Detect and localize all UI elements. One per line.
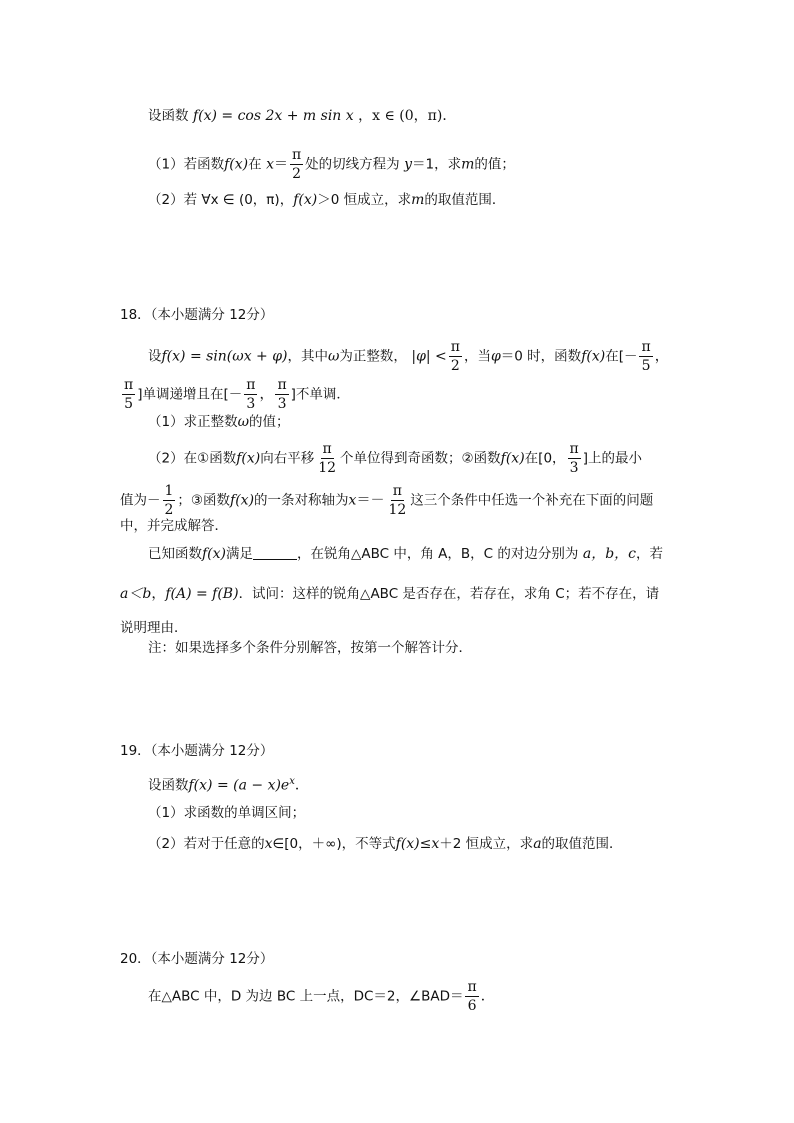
q17-p1-text-e: 的值；: [474, 156, 515, 173]
frac-denominator: 2: [292, 166, 302, 182]
q19-stem-text-a: 设函数: [148, 777, 189, 794]
q17-p1-frac: [290, 146, 303, 183]
q18-l4-x: x: [348, 492, 357, 509]
q17-stem-formula: f(x) = cos 2x + m sin x: [192, 108, 354, 124]
frac-denominator: 6: [467, 998, 477, 1014]
q18-note: 注：如果选择多个条件分别解答，按第一个解答计分．: [148, 640, 472, 656]
q17-part1: [148, 146, 515, 183]
frac-numerator: π: [322, 441, 332, 457]
q18-l6-text-b: 满足: [226, 546, 254, 562]
q18-l2-frac3: [275, 376, 288, 413]
q18-l4-text-a: 值为－: [120, 492, 161, 509]
q19-p2-a: a: [533, 836, 542, 852]
q20-header: 20．（本小题满分 12分）: [120, 951, 274, 967]
q18-part1: [148, 412, 290, 432]
frac-denominator: 12: [318, 460, 337, 476]
q18-line4: [120, 482, 653, 519]
q18-l6-text-d: ，若: [636, 546, 663, 562]
q18-l7-ab: a＜b: [120, 586, 152, 602]
frac-denominator: 3: [569, 460, 579, 476]
frac-numerator: π: [569, 441, 579, 457]
q19-p2-text-d: ＋2 恒成立，求: [439, 836, 534, 852]
q19-part1: （1）求函数的单调区间；: [148, 805, 306, 821]
q18-l1-text-a: 设: [148, 348, 162, 365]
frac-numerator: π: [641, 339, 651, 355]
q18-header: 18．（本小题满分 12分）: [120, 307, 274, 323]
q19-stem-formula: f(x) = (a − x)e: [188, 777, 290, 794]
q18-l2-frac2: [244, 376, 257, 413]
q17-p2-text-b: ＞0 恒成立，求: [317, 192, 412, 208]
q17-p2-text-a: （2）若 ∀x ∈ (0，π)，: [148, 192, 294, 208]
q19-p2-fx: f(x): [395, 836, 420, 852]
q18-l1-text-e: ＝0 时，函数: [500, 348, 582, 365]
q18-l1-text-f: 在[－: [605, 348, 638, 365]
q18-l1-text-b: ，其中: [287, 348, 328, 365]
q18-p1-text-b: 的值；: [249, 414, 290, 430]
q19-p2-text-a: （2）若对于任意的: [148, 836, 265, 852]
q18-l1-frac2: [639, 338, 652, 375]
q18-p2-fx2: f(x): [500, 450, 525, 467]
q18-p2-fx: f(x): [236, 450, 261, 467]
q18-l1-fx: f(x): [581, 348, 606, 365]
q18-l4-fx: f(x): [230, 492, 255, 509]
q17-p1-text-a: （1）若函数: [148, 156, 225, 173]
q18-l1-omega: ω: [327, 348, 340, 365]
q18-l6-abc: a，b，c: [582, 546, 636, 562]
q18-l6-fx: f(x): [202, 546, 227, 562]
q18-l2-text-b: ，: [259, 386, 274, 403]
q18-l6-text-c: ，在锐角△ABC 中，角 A，B，C 的对边分别为: [297, 546, 579, 562]
q18-p2-frac: [316, 440, 338, 477]
q18-l4-text-b: ；③函数: [177, 492, 231, 509]
q18-p1-omega: ω: [237, 414, 250, 430]
q18-line2: [120, 376, 350, 413]
q18-line5: 中，并完成解答．: [120, 518, 228, 534]
frac-denominator: 3: [277, 396, 287, 412]
q18-p2-frac2: [568, 440, 581, 477]
frac-denominator: 2: [450, 358, 460, 374]
q19-p2-text-e: 的取值范围．: [541, 836, 623, 852]
q18-p2-text-a: （2）在①函数: [148, 450, 237, 467]
q19-p2-text-b: ∈[0，＋∞)，不等式: [272, 836, 396, 852]
frac-numerator: 1: [164, 483, 174, 499]
q18-l1-text-c: 为正整数，: [339, 348, 407, 365]
q17-part2: [148, 190, 505, 210]
q18-l7-text-a: ，: [151, 586, 166, 602]
q18-l1-phi: φ: [490, 348, 501, 365]
q18-p1-text-a: （1）求正整数: [148, 414, 238, 430]
q18-l7-text-b: ．试问：这样的锐角△ABC 是否存在，若存在，求角 C；若不存在，请: [238, 586, 660, 602]
q18-l2-frac: [122, 376, 135, 413]
q18-l4-text-d: ＝－: [356, 492, 385, 509]
q17-p1-eq: ＝: [273, 156, 288, 173]
q17-p1-y: y: [404, 156, 413, 173]
q17-p2-text-c: 的取值范围．: [424, 192, 506, 208]
q19-p2-x: x: [264, 836, 273, 852]
q18-part2: [148, 440, 642, 477]
frac-numerator: π: [124, 377, 134, 393]
frac-denominator: 2: [164, 502, 174, 518]
q18-l1-abs: |φ| <: [411, 348, 447, 365]
frac-numerator: π: [277, 377, 287, 393]
frac-numerator: π: [450, 339, 460, 355]
q18-l4-frac: [163, 482, 176, 519]
q17-p2-m: m: [411, 192, 425, 208]
q19-stem: [148, 772, 309, 796]
q18-p2-text-d: 在[0，: [524, 450, 566, 467]
q17-p1-text-d: ＝1，求: [412, 156, 462, 173]
q18-l4-text-e: 这三个条件中任选一个补充在下面的问题: [410, 492, 654, 509]
q18-l1-formula: f(x) = sin(ωx + φ): [161, 348, 288, 365]
q18-line8: 说明理由．: [120, 620, 188, 636]
q18-line7: [120, 584, 659, 604]
q20-stem-frac: [465, 978, 478, 1015]
q20-stem-text-a: 在△ABC 中，D 为边 BC 上一点，DC＝2，∠BAD＝: [148, 988, 464, 1005]
q19-stem-text-b: ．: [294, 777, 309, 794]
frac-numerator: π: [246, 377, 256, 393]
q17-stem-domain: ，x ∈ (0，π)．: [358, 108, 457, 124]
q18-p2-text-e: ]上的最小: [582, 450, 643, 467]
q19-header: 19．（本小题满分 12分）: [120, 743, 274, 759]
q19-part2: [148, 834, 623, 854]
q18-l4-text-c: 的一条对称轴为: [254, 492, 349, 509]
frac-numerator: π: [467, 979, 477, 995]
q18-l6-text-a: 已知函数: [148, 546, 202, 562]
q18-l2-text-c: ]不单调．: [290, 386, 350, 403]
q17-stem-prefix: 设函数: [148, 108, 189, 124]
frac-denominator: 5: [124, 396, 134, 412]
q20-stem-text-b: ．: [480, 988, 495, 1005]
frac-denominator: 5: [641, 358, 651, 374]
q20-stem: [148, 978, 495, 1015]
q18-l4-frac2: [386, 482, 408, 519]
q18-p2-text-b: 向右平移: [260, 450, 315, 467]
q17-p1-m: m: [461, 156, 475, 173]
q18-line1: [148, 338, 669, 375]
frac-numerator: π: [291, 147, 302, 163]
q19-p2-text-c: ≤: [419, 836, 432, 852]
q19-p2-x2: x: [431, 836, 440, 852]
q17-p1-text-b: 在: [248, 156, 262, 173]
frac-denominator: 3: [246, 396, 256, 412]
q17-p1-x: x: [266, 156, 274, 173]
frac-numerator: π: [392, 483, 402, 499]
q19-stem-exponent: x: [289, 776, 295, 787]
q17-stem: [148, 106, 456, 126]
q18-l1-text-d: ，当: [463, 348, 491, 365]
q17-p1-fx: f(x): [224, 156, 249, 173]
q18-l2-text-a: ]单调递增且在[－: [137, 386, 243, 403]
q18-l1-frac: [449, 338, 462, 375]
q18-line6: [148, 544, 663, 564]
q18-p2-text-c: 个单位得到奇函数；②函数: [340, 450, 501, 467]
answer-blank: [253, 545, 297, 560]
q18-l1-text-g: ，: [654, 348, 669, 365]
q18-l7-formula: f(A) = f(B): [165, 586, 239, 602]
q17-p2-fx: f(x): [293, 192, 318, 208]
frac-denominator: 12: [388, 502, 407, 518]
q17-p1-text-c: 处的切线方程为: [305, 156, 400, 173]
